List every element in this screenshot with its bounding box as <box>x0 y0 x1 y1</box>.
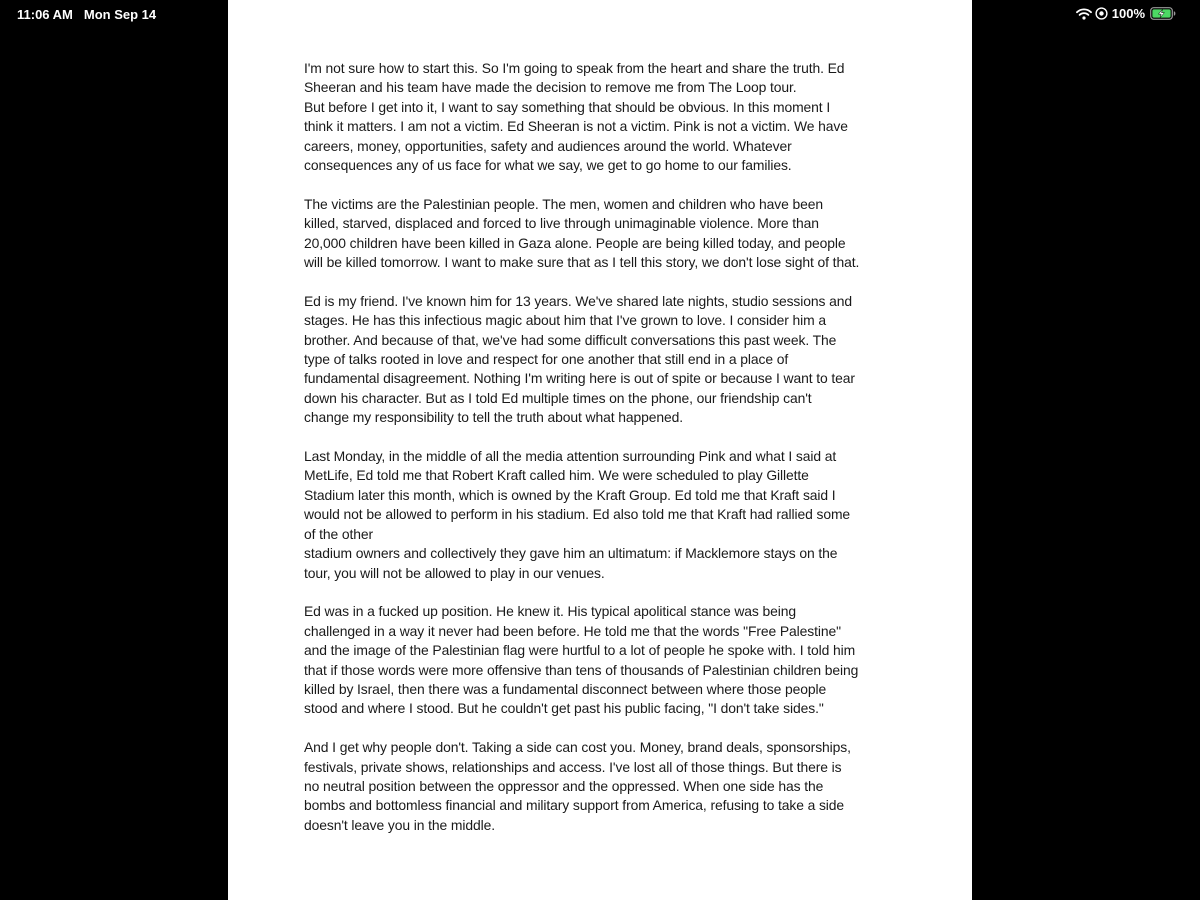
document-line: will be killed tomorrow. I want to make sure that as I tell this story, we don't lose sight of that. <box>304 254 860 271</box>
document-paragraph <box>304 447 904 583</box>
location-lock-icon <box>1095 7 1108 20</box>
document-line: festivals, private shows, relationships and access. I've lost all of those things. But there is <box>304 758 842 775</box>
document-line: consequences any of us face for what we say, we get to go home to our families. <box>304 157 792 174</box>
document-line: Ed was in a fucked up position. He knew it. His typical apolitical stance was being <box>304 603 797 620</box>
document-line: But before I get into it, I want to say something that should be obvious. In this moment I <box>304 98 831 115</box>
document-body <box>304 59 904 855</box>
document-line: Ed is my friend. I've known him for 13 years. We've shared late nights, studio sessions and <box>304 292 852 309</box>
document-paragraph <box>304 738 904 835</box>
document-line: of the other <box>304 525 374 542</box>
status-time: 11:06 AM <box>17 7 73 22</box>
document-line: challenged in a way it never had been before. He told me that the words "Free Palestine" <box>304 622 841 639</box>
document-line: brother. And because of that, we've had some difficult conversations this past week. The <box>304 331 837 348</box>
document-line: Sheeran and his team have made the decision to remove me from The Loop tour. <box>304 79 797 96</box>
document-line: Stadium later this month, which is owned by the Kraft Group. Ed told me that Kraft said I <box>304 486 836 503</box>
document-line: And I get why people don't. Taking a side can cost you. Money, brand deals, sponsorships, <box>304 739 851 756</box>
document-paragraph <box>304 292 904 428</box>
document-line: bombs and bottomless financial and military support from America, refusing to take a side <box>304 797 845 814</box>
battery-charging-icon <box>1150 7 1176 20</box>
document-line: stadium owners and collectively they gave him an ultimatum: if Macklemore stays on the <box>304 545 838 562</box>
document-line: and the image of the Palestinian flag were hurtful to a lot of people he spoke with. I told him <box>304 642 856 659</box>
document-line: change my responsibility to tell the truth about what happened. <box>304 409 684 426</box>
document-line: would not be allowed to perform in his stadium. Ed also told me that Kraft had rallied some <box>304 506 851 523</box>
document-paragraph <box>304 59 904 175</box>
document-line: tour, you will not be allowed to play in our venues. <box>304 564 605 581</box>
document-line: type of talks rooted in love and respect for one another that still end in a place of <box>304 351 789 368</box>
document-line: I'm not sure how to start this. So I'm going to speak from the heart and share the truth. Ed <box>304 60 845 76</box>
battery-percent: 100% <box>1111 6 1145 21</box>
wifi-icon <box>1076 8 1092 20</box>
document-paragraph <box>304 195 904 273</box>
status-left <box>17 7 156 22</box>
document-line: think it matters. I am not a victim. Ed Sheeran is not a victim. Pink is not a victim. We have <box>304 118 848 135</box>
document-paragraph <box>304 602 904 718</box>
document-line: stages. He has this infectious magic about him that I've grown to love. I consider him a <box>304 312 826 329</box>
document-line: fundamental disagreement. Nothing I'm writing here is out of spite or because I want to tear <box>304 370 855 387</box>
document-line: killed by Israel, then there was a fundamental disconnect between where those people <box>304 680 827 697</box>
document-line: down his character. But as I told Ed multiple times on the phone, our friendship can't <box>304 389 812 406</box>
document-page <box>228 0 972 900</box>
document-line: that if those words were more offensive than tens of thousands of Palestinian children being <box>304 661 859 678</box>
document-line: 20,000 children have been killed in Gaza alone. People are being killed today, and people <box>304 234 846 251</box>
document-line: MetLife, Ed told me that Robert Kraft called him. We were scheduled to play Gillette <box>304 467 809 484</box>
status-right <box>1076 6 1176 21</box>
status-date: Mon Sep 14 <box>83 7 157 22</box>
document-line: Last Monday, in the middle of all the media attention surrounding Pink and what I said at <box>304 448 837 465</box>
document-line: doesn't leave you in the middle. <box>304 816 495 833</box>
document-line: stood and where I stood. But he couldn't get past his public facing, "I don't take sides." <box>304 700 824 717</box>
document-line: The victims are the Palestinian people. The men, women and children who have been <box>304 195 824 212</box>
document-line: careers, money, opportunities, safety and audiences around the world. Whatever <box>304 137 792 154</box>
document-line: no neutral position between the oppressor and the oppressed. When one side has the <box>304 777 824 794</box>
document-line: killed, starved, displaced and forced to live through unimaginable violence. More than <box>304 215 819 232</box>
